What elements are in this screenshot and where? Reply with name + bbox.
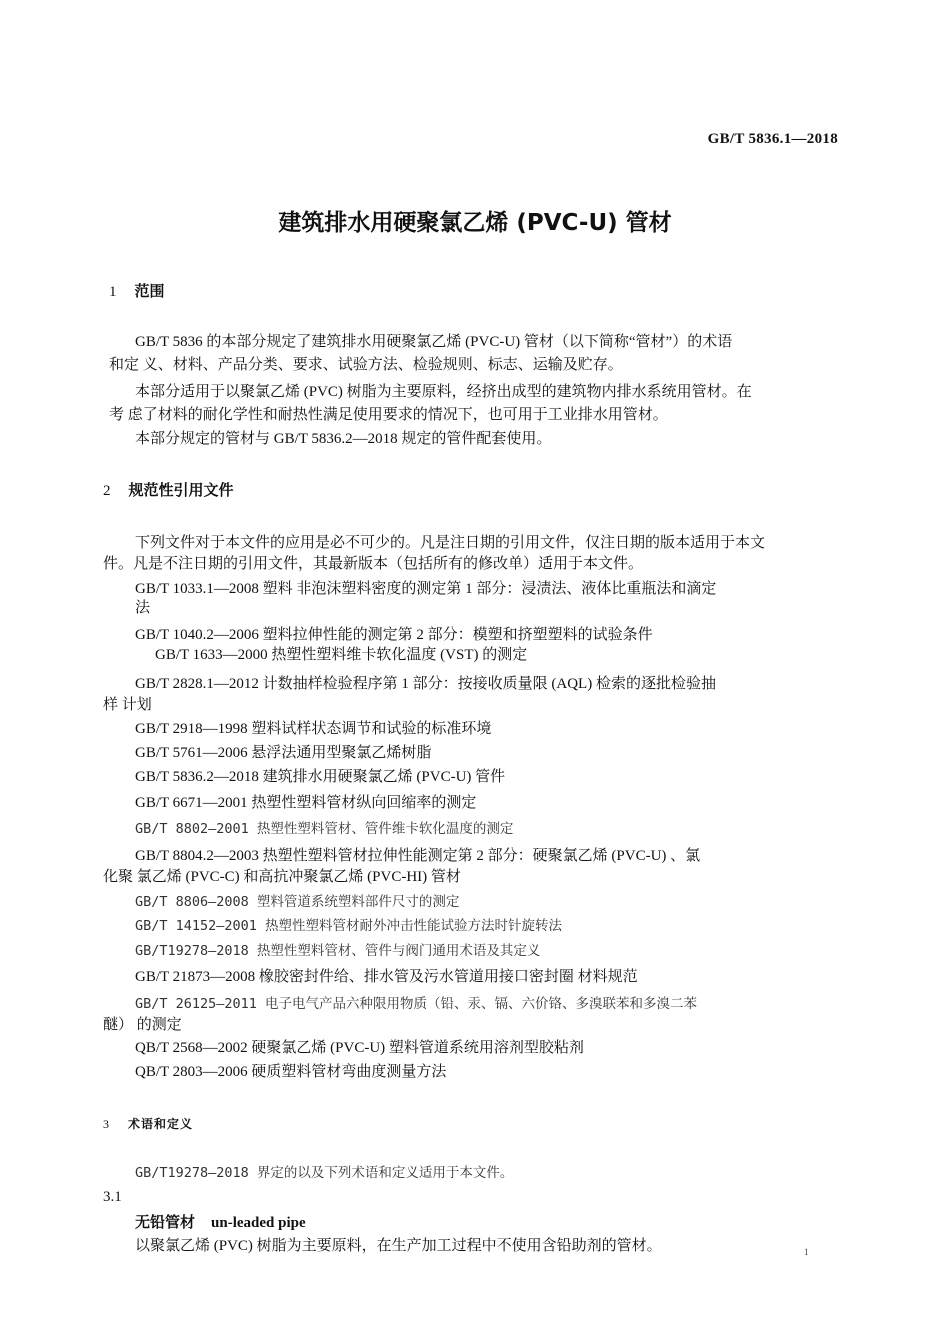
document-title: 建筑排水用硬聚氯乙烯 (PVC-U) 管材 <box>278 210 672 236</box>
reference-10-line-1: GB/T 8804.2—2003 热塑性塑料管材拉伸性能测定第 2 部分：硬聚氯乙烯 (PVC-U) 、氯 <box>135 848 701 864</box>
reference-1-line-1: GB/T 1033.1—2008 塑料 非泡沫塑料密度的测定第 1 部分：浸渍法、液体比重瓶法和滴定 <box>135 581 717 597</box>
reference-6: GB/T 5761—2006 悬浮法通用型聚氯乙烯树脂 <box>135 745 432 761</box>
term-3-1-definition: 以聚氯乙烯 (PVC) 树脂为主要原料，在生产加工过程中不使用含铅助剂的管材。 <box>135 1238 662 1254</box>
term-3-1-english: un-leaded pipe <box>211 1215 306 1231</box>
section-1-heading <box>109 280 165 301</box>
reference-3: GB/T 1633—2000 热塑性塑料维卡软化温度 (VST) 的测定 <box>155 647 528 663</box>
reference-16: QB/T 2568—2002 硬聚氯乙烯 (PVC-U) 塑料管道系统用溶剂型胶粘剂 <box>135 1040 584 1056</box>
reference-9: GB/T 8802—2001 热塑性塑料管材、管件维卡软化温度的测定 <box>135 821 514 837</box>
standard-number: GB/T 5836.1—2018 <box>707 131 838 147</box>
reference-15-line-1: GB/T 26125—2011 电子电气产品六种限用物质（铅、汞、镉、六价铬、多溴联苯和多溴二苯 <box>135 996 698 1012</box>
scope-paragraph-2-line-2: 考 虑了材料的耐化学性和耐热性满足使用要求的情况下，也可用于工业排水用管材。 <box>109 407 668 423</box>
term-3-1-chinese: 无铅管材 <box>135 1213 196 1231</box>
reference-5: GB/T 2918—1998 塑料试样状态调节和试验的标准环境 <box>135 721 492 737</box>
scope-paragraph-2-line-1: 本部分适用于以聚氯乙烯 (PVC) 树脂为主要原料，经挤出成型的建筑物内排水系统用管材。在 <box>135 384 752 400</box>
reference-2: GB/T 1040.2—2006 塑料拉伸性能的测定第 2 部分：模塑和挤塑塑料的试验条件 <box>135 627 653 643</box>
section-3-title: 术语和定义 <box>128 1117 194 1131</box>
reference-7: GB/T 5836.2—2018 建筑排水用硬聚氯乙烯 (PVC-U) 管件 <box>135 769 506 785</box>
terms-intro: GB/T19278—2018 界定的以及下列术语和定义适用于本文件。 <box>135 1165 514 1181</box>
section-2-title: 规范性引用文件 <box>128 481 234 499</box>
section-3-heading <box>103 1115 193 1132</box>
reference-4-line-1: GB/T 2828.1—2012 计数抽样检验程序第 1 部分：按接收质量限 (AQL) 检索的逐批检验抽 <box>135 676 716 692</box>
term-3-1-heading <box>135 1211 306 1234</box>
scope-paragraph-1-line-1: GB/T 5836 的本部分规定了建筑排水用硬聚氯乙烯 (PVC-U) 管材（以下简称“管材”）的术语 <box>135 334 733 350</box>
reference-11: GB/T 8806—2008 塑料管道系统塑料部件尺寸的测定 <box>135 894 460 910</box>
reference-12: GB/T 14152—2001 热塑性塑料管材耐外冲击性能试验方法时针旋转法 <box>135 918 563 934</box>
reference-10-line-2: 化聚 氯乙烯 (PVC-C) 和高抗冲聚氯乙烯 (PVC-HI) 管材 <box>103 869 461 885</box>
reference-1-line-2: 法 <box>135 600 151 616</box>
reference-17: QB/T 2803—2006 硬质塑料管材弯曲度测量方法 <box>135 1064 447 1080</box>
section-2-number: 2 <box>103 483 111 499</box>
references-intro-line-1: 下列文件对于本文件的应用是必不可少的。凡是注日期的引用文件，仅注日期的版本适用于本文 <box>135 535 766 551</box>
scope-paragraph-3: 本部分规定的管材与 GB/T 5836.2—2018 规定的管件配套使用。 <box>135 431 552 447</box>
page-number: 1 <box>804 1247 809 1257</box>
section-2-heading <box>103 479 234 500</box>
section-3-number: 3 <box>103 1117 110 1131</box>
reference-14: GB/T 21873—2008 橡胶密封件给、排水管及污水管道用接口密封圈 材料规范 <box>135 969 638 985</box>
reference-13: GB/T19278—2018 热塑性塑料管材、管件与阀门通用术语及其定义 <box>135 943 541 959</box>
section-1-title: 范围 <box>134 282 165 300</box>
references-intro-line-2: 件。凡是不注日期的引用文件，其最新版本（包括所有的修改单）适用于本文件。 <box>103 556 644 572</box>
reference-15-line-2: 醚） 的测定 <box>103 1017 182 1033</box>
scope-paragraph-1-line-2: 和定 义、材料、产品分类、要求、试验方法、检验规则、标志、运输及贮存。 <box>109 357 623 373</box>
reference-8: GB/T 6671—2001 热塑性塑料管材纵向回缩率的测定 <box>135 795 477 811</box>
term-3-1-number: 3.1 <box>103 1189 122 1205</box>
reference-4-line-2: 样 计划 <box>103 697 152 713</box>
section-1-number: 1 <box>109 284 117 300</box>
